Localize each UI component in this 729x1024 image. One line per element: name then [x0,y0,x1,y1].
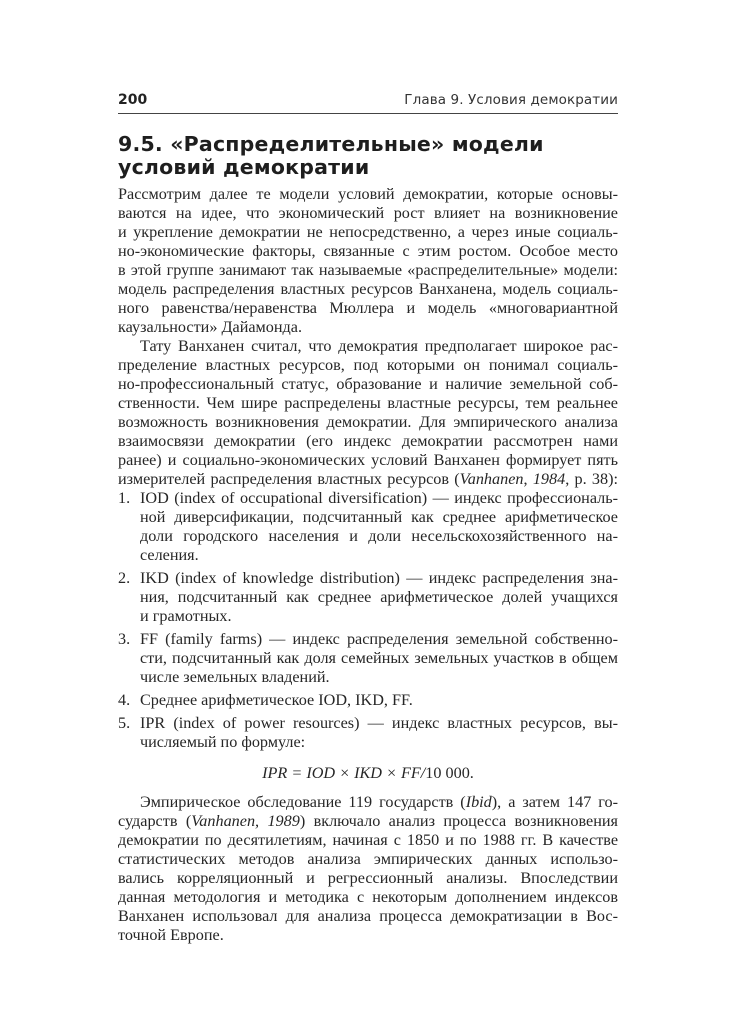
paragraph-2 [118,337,618,489]
chapter-title: Глава 9. Условия демократии [404,92,618,108]
text-fragment: ), а затем 147 го- [491,793,618,811]
running-header [118,92,618,114]
text-line: селения. [140,546,199,564]
text-line: данная методология и методика с некоторым дополнением индексов [118,888,618,906]
list-item-5 [118,714,618,752]
text-line: ного равенства/неравенства Мюллера и модель «многовариантной [118,299,618,317]
text-line: статистических методов анализа эмпирических данных использо- [118,850,618,868]
list-number: 1. [118,489,131,507]
text-line: возможность возникновения демократии. Для эмпирического анализа [118,413,618,431]
text-line: в этой группе занимают так называемые «распределительные» модели: [118,261,618,279]
citation-vanhanen-1989: Vanhanen, 1989 [191,812,300,830]
paragraph-3 [118,793,618,945]
text-line: пределение властных ресурсов, под которыми он понимал социаль- [118,356,618,374]
text-line: Ванханен использовал для анализа процесса демократизации в Вос- [118,907,618,925]
text-line: ния, подсчитанный как среднее арифметическое долей учащихся [140,588,618,606]
text-fragment: , [523,470,533,488]
list-number: 5. [118,714,131,732]
text-line [118,812,618,831]
text-line [118,470,618,489]
citation-ibid: Ibid [465,793,492,811]
text-line: точной Европе. [118,926,224,944]
section-heading [118,133,618,179]
text-line: IKD (index of knowledge distribution) — индекс распределения зна- [140,569,618,587]
text-line: и грамотных. [140,607,232,625]
list-number: 3. [118,630,131,648]
list-item-1 [118,489,618,565]
list-item-4 [118,691,618,710]
paragraph-1 [118,185,618,337]
text-line: Тату Ванханен считал, что демократия предполагает широкое рас- [140,337,618,355]
text-fragment: ) включало анализ процесса возникновения [299,812,618,830]
text-line: взаимосвязи демократии (его индекс демократии рассмотрен нами [118,432,618,450]
text-fragment: сударств ( [118,812,192,830]
text-line: и укрепление демократии не непосредственно, а через иные социаль- [118,223,618,241]
text-line: Среднее арифметическое IOD, IKD, FF. [140,691,413,709]
text-fragment: , p. 38): [565,470,619,488]
citation-author: Vanhanen [459,470,524,488]
book-page [118,92,618,945]
list-number: 2. [118,569,131,587]
text-line: FF (family farms) — индекс распределения земельной собственно- [140,630,618,648]
section-heading-line-2: условий демократии [118,155,370,179]
text-line: сти, подсчитанный как доля семейных земельных участков в общем [140,649,618,667]
text-line: ваются на идее, что экономический рост влияет на возникновение [118,204,618,222]
text-line: каузальности» Дайамонда. [118,318,303,336]
text-fragment: Эмпирическое обследование 119 государств ( [140,793,466,811]
text-line: числе земельных владений. [140,668,330,686]
text-line: ственности. Чем шире распределены властные ресурсы, тем реальнее [118,394,618,412]
text-line: но-профессиональный статус, образование и наличие земельной соб- [118,375,618,393]
text-line: IPR (index of power resources) — индекс властных ресурсов, вы- [140,714,618,732]
body-text [118,185,618,945]
text-line: ранее) и социально-экономических условий Ванханен формирует пять [118,451,618,469]
citation-year: 1984 [532,470,566,488]
formula-constant: 10 000. [425,764,474,782]
text-line: доли городского населения и доли несельскохозяйственного на- [140,527,618,545]
list-number: 4. [118,691,131,709]
text-line: модель распределения властных ресурсов Ванханена, модель социаль- [118,280,618,298]
text-line: IOD (index of occupational diversification) — индекс профессиональ- [140,489,618,507]
numbered-list [118,489,618,752]
text-line: но-экономические факторы, связанные с этим ростом. Особое место [118,242,618,260]
page-number: 200 [118,92,148,108]
formula-expression: IPR = IOD × IKD × FF/ [262,764,426,782]
text-fragment: измерителей распределения властных ресурсов ( [118,470,460,488]
list-item-2 [118,569,618,626]
text-line: ной диверсификации, подсчитанный как среднее арифметическое [140,508,618,526]
list-item-3 [118,630,618,687]
text-line: вались корреляционный и регрессионный анализы. Впоследствии [118,869,618,887]
text-line: демократии по десятилетиям, начиная с 1850 и по 1988 гг. В качестве [118,831,618,849]
text-line: числяемый по формуле: [140,733,306,751]
ipr-formula [118,764,618,783]
text-line: Рассмотрим далее те модели условий демократии, которые основы- [118,185,618,203]
text-line [118,793,618,812]
section-heading-line-1: 9.5. «Распределительные» модели [118,132,544,156]
